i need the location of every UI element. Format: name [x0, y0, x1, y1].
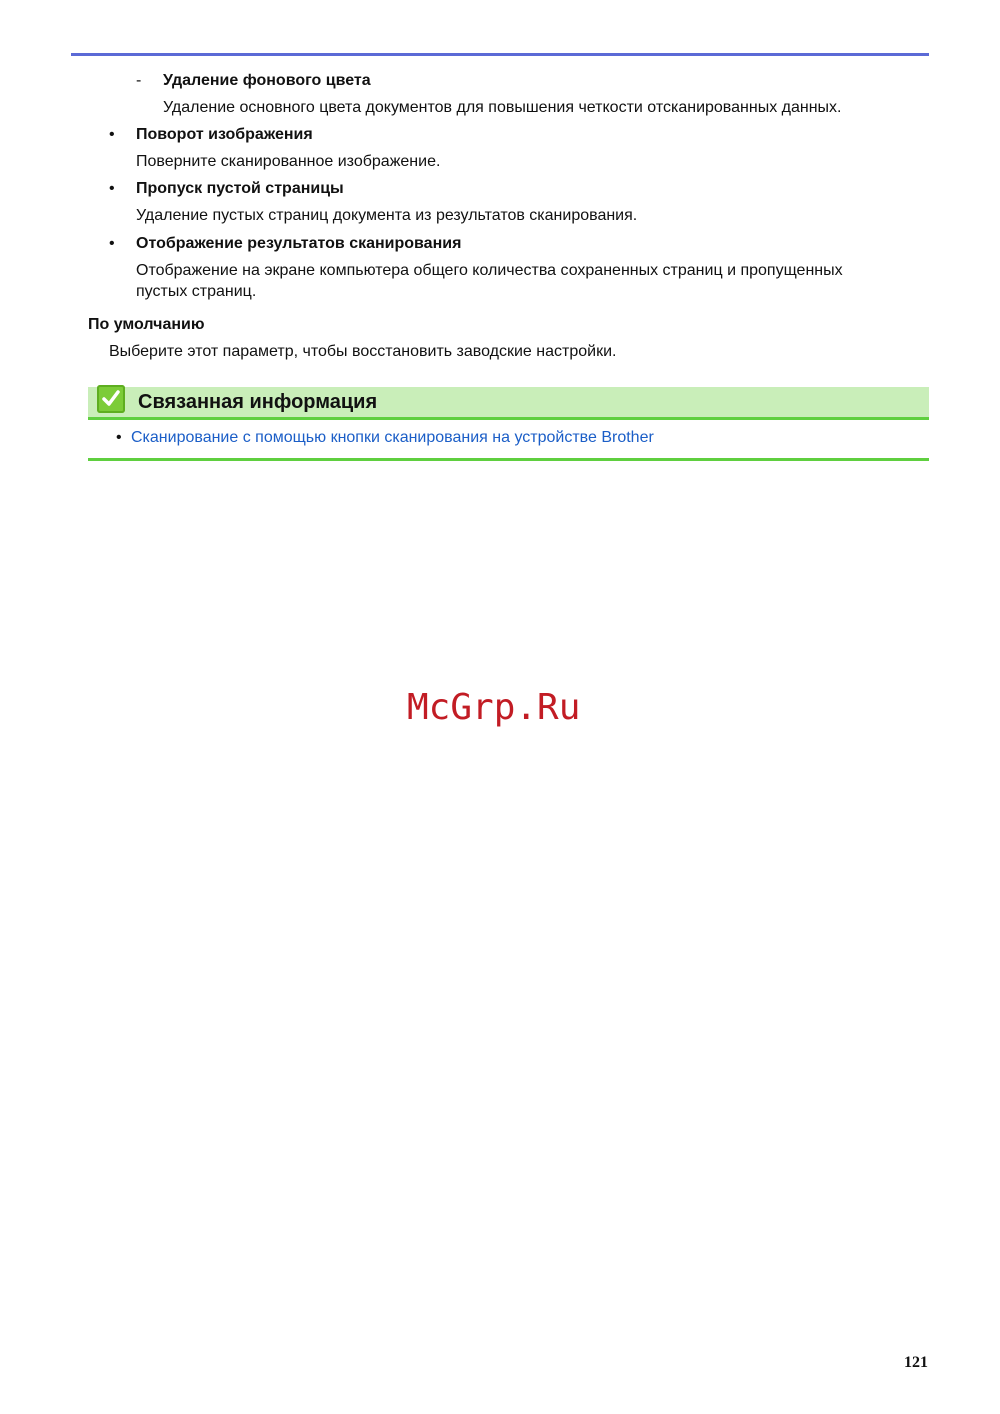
item-description-show-results-line2: пустых страниц. [136, 283, 257, 300]
related-info-title: Связанная информация [138, 391, 378, 413]
related-info-bottom-divider [88, 458, 929, 461]
watermark: McGrp.Ru [407, 687, 581, 728]
checkmark-icon [97, 385, 125, 413]
bullet-marker: • [109, 180, 115, 197]
item-description-skip-blank: Удаление пустых страниц документа из результатов сканирования. [136, 207, 638, 224]
default-section-description: Выберите этот параметр, чтобы восстановить заводские настройки. [109, 343, 617, 360]
bullet-marker: • [116, 429, 122, 446]
dash-marker: - [136, 72, 142, 89]
sub-item-description: Удаление основного цвета документов для повышения четкости отсканированных данных. [163, 99, 842, 116]
top-divider [71, 53, 929, 56]
related-link-scan-button[interactable]: Сканирование с помощью кнопки сканирования на устройстве Brother [131, 429, 654, 446]
sub-item-title: Удаление фонового цвета [163, 72, 371, 89]
item-description-show-results-line1: Отображение на экране компьютера общего количества сохраненных страниц и пропущенных [136, 262, 843, 279]
default-section-title: По умолчанию [88, 316, 205, 333]
page-number: 121 [904, 1354, 928, 1371]
item-title-rotate: Поворот изображения [136, 126, 313, 143]
related-info-header [88, 387, 929, 420]
item-title-skip-blank: Пропуск пустой страницы [136, 180, 344, 197]
item-description-rotate: Поверните сканированное изображение. [136, 153, 441, 170]
bullet-marker: • [109, 235, 115, 252]
item-title-show-results: Отображение результатов сканирования [136, 235, 462, 252]
bullet-marker: • [109, 126, 115, 143]
